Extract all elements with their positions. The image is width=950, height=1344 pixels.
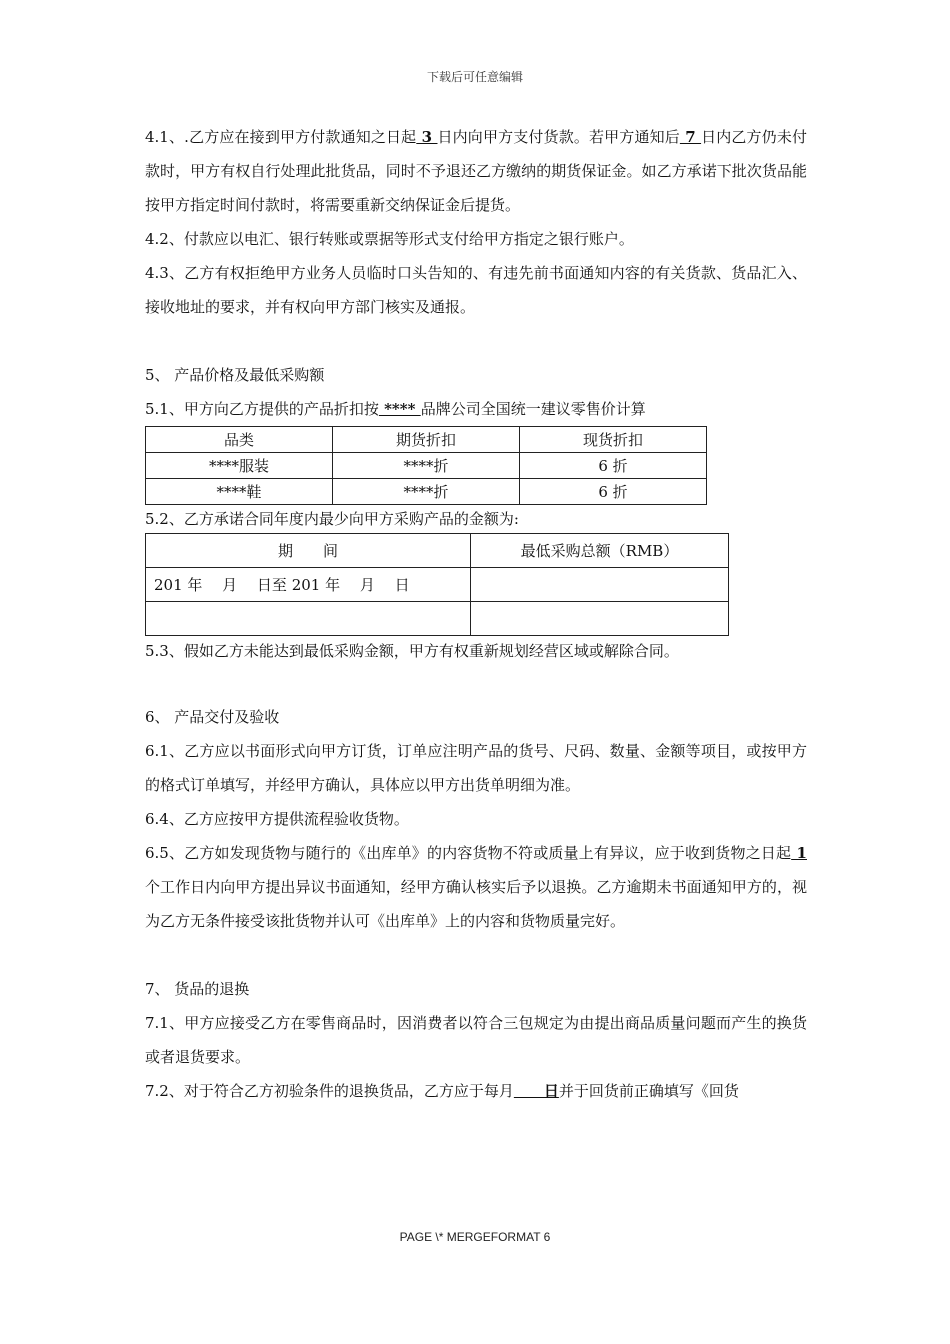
minimum-purchase-table xyxy=(145,533,729,636)
period-cell xyxy=(146,602,471,636)
amount-cell xyxy=(471,568,729,602)
table-cell: 6 折 xyxy=(520,479,707,505)
brand-value: **** xyxy=(378,400,421,418)
clause-5-2: 5.2、乙方承诺合同年度内最少向甲方采购产品的金额为: xyxy=(145,510,519,528)
table-row xyxy=(146,602,729,636)
clause-4-1: 4.1、.乙方应在接到甲方付款通知之日起 3 日内向甲方支付货款。若甲方通知后 7 日内乙方仍未付款时，甲方有权自行处理此批货品，同时不予退还乙方缴纳的期货保证金。如乙方承诺下批次货品能按甲方指定时间付款时，将需要重新交纳保证金后提货。 xyxy=(145,128,807,214)
page-footer: PAGE \* MERGEFORMAT 6 xyxy=(399,1230,551,1244)
overdue-days-value: 7 xyxy=(679,128,702,146)
table-cell: ****鞋 xyxy=(146,479,333,505)
header-minimum-amount: 最低采购总额（RMB） xyxy=(471,534,729,568)
section-5-title: 5、 产品价格及最低采购额 xyxy=(145,366,325,384)
header-period: 期 间 xyxy=(146,534,471,568)
table-row xyxy=(146,453,707,479)
period-cell: 201 年 月 日至 201 年 月 日 xyxy=(146,568,471,602)
table-row xyxy=(146,479,707,505)
table-cell: ****折 xyxy=(333,479,520,505)
discount-table xyxy=(145,426,707,505)
section-7-title: 7、 货品的退换 xyxy=(145,980,250,998)
clause-6-4: 6.4、乙方应按甲方提供流程验收货物。 xyxy=(145,810,409,828)
table-row xyxy=(146,568,729,602)
objection-days-value: 1 xyxy=(791,844,807,862)
table-cell: ****服装 xyxy=(146,453,333,479)
clause-5-3: 5.3、假如乙方未能达到最低采购金额，甲方有权重新规划经营区域或解除合同。 xyxy=(145,642,679,660)
header-futures-discount: 期货折扣 xyxy=(333,427,520,453)
clause-6-1: 6.1、乙方应以书面形式向甲方订货，订单应注明产品的货号、尺码、数量、金额等项目，或按甲方的格式订单填写，并经甲方确认，具体应以甲方出货单明细为准。 xyxy=(145,742,807,794)
header-spot-discount: 现货折扣 xyxy=(520,427,707,453)
clause-4-3: 4.3、乙方有权拒绝甲方业务人员临时口头告知的、有违先前书面通知内容的有关货款、货品汇入、接收地址的要求，并有权向甲方部门核实及通报。 xyxy=(145,264,807,316)
clause-4-2: 4.2、付款应以电汇、银行转账或票据等形式支付给甲方指定之银行账户。 xyxy=(145,230,634,248)
monthly-day-blank: 日 xyxy=(513,1082,559,1100)
clause-5-1: 5.1、甲方向乙方提供的产品折扣按 **** 品牌公司全国统一建议零售价计算 xyxy=(145,400,646,418)
page-header: 下载后可任意编辑 xyxy=(426,70,523,84)
clause-7-2: 7.2、对于符合乙方初验条件的退换货品，乙方应于每月 日并于回货前正确填写《回货 xyxy=(145,1082,739,1100)
clause-7-1: 7.1、甲方应接受乙方在零售商品时，因消费者以符合三包规定为由提出商品质量问题而产生的换货或者退货要求。 xyxy=(145,1014,807,1066)
table-header-row xyxy=(146,427,707,453)
amount-cell xyxy=(471,602,729,636)
clause-6-5: 6.5、乙方如发现货物与随行的《出库单》的内容货物不符或质量上有异议，应于收到货物之日起 1 个工作日内向甲方提出异议书面通知，经甲方确认核实后予以退换。乙方逾期未书面通知甲方的，视为乙方无条件接受该批货物并认可《出库单》上的内容和货物质量完好。 xyxy=(145,844,807,930)
document-body xyxy=(145,120,807,1108)
table-cell: 6 折 xyxy=(520,453,707,479)
section-6-title: 6、 产品交付及验收 xyxy=(145,708,280,726)
table-cell: ****折 xyxy=(333,453,520,479)
payment-days-value: 3 xyxy=(416,128,438,146)
header-category: 品类 xyxy=(146,427,333,453)
table-header-row xyxy=(146,534,729,568)
